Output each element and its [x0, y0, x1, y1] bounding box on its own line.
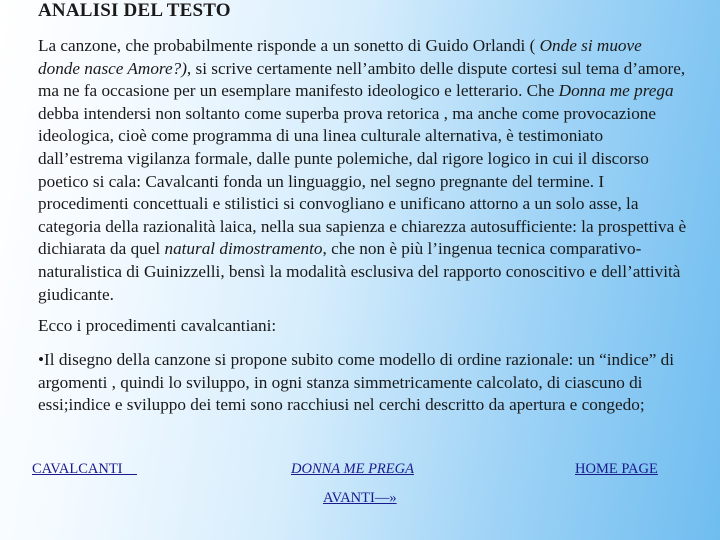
donna-me-prega-link[interactable]: DONNA ME PREGA — [291, 461, 414, 477]
next-link[interactable]: AVANTI—» — [323, 490, 397, 506]
poem-title-italic: Donna me prega — [558, 81, 674, 101]
poem-title-italic: Onde si muove donde nasce Amore?) — [38, 36, 642, 78]
quote-italic: natural dimostramento — [164, 239, 323, 259]
home-page-link[interactable]: HOME PAGE — [575, 461, 658, 477]
paragraph-text: , si scrive certamente nell’ambito delle dispute cortesi sul tema d’amore, ma ne fa occasione per un esemplare manifesto ideologico e letterario. Che — [38, 58, 686, 101]
page-title: ANALISI DEL TESTO — [38, 0, 231, 21]
paragraph-text: , che non è più l’ingenua tecnica comparativo-naturalistica di Guinizzelli, bensì la modalità esclusiva del rapporto conoscitivo e dell’attività giudicante. — [38, 239, 681, 304]
procedures-intro: Ecco i procedimenti cavalcantiani: — [38, 316, 277, 335]
paragraph-text: La canzone, che probabilmente risponde a un sonetto di Guido Orlandi ( — [38, 36, 540, 55]
cavalcanti-link[interactable]: CAVALCANTI — [32, 461, 138, 477]
paragraph-text: debba intendersi non soltanto come superba prova retorica , ma anche come provocazione ideologica, cioè come programma di una linea culturale alternativa, è testimoniato dall’estrema vigilanza formale, dalle punte polemiche, dal rigore logico in cui il discorso poetico si cala: Cavalcanti fonda un linguaggio, nel segno pregnante del termine. I procedimenti concettuali e stilistici si convogliano e unificano attorno a un solo asse, la categoria della razionalità laica, nella sua sapienza e chiarezza autosufficiente: la prospettiva è dichiarata da quel — [38, 103, 687, 259]
analysis-paragraph — [38, 35, 688, 306]
procedure-bullet: •Il disegno della canzone si propone subito come modello di ordine razionale: un “indice” di argomenti , quindi lo sviluppo, in ogni stanza simmetricamente calcolato, di ciascuno di essi;indice e sviluppo dei temi sono racchiusi nel cerchi descritto da apertura e congedo; — [38, 350, 675, 415]
